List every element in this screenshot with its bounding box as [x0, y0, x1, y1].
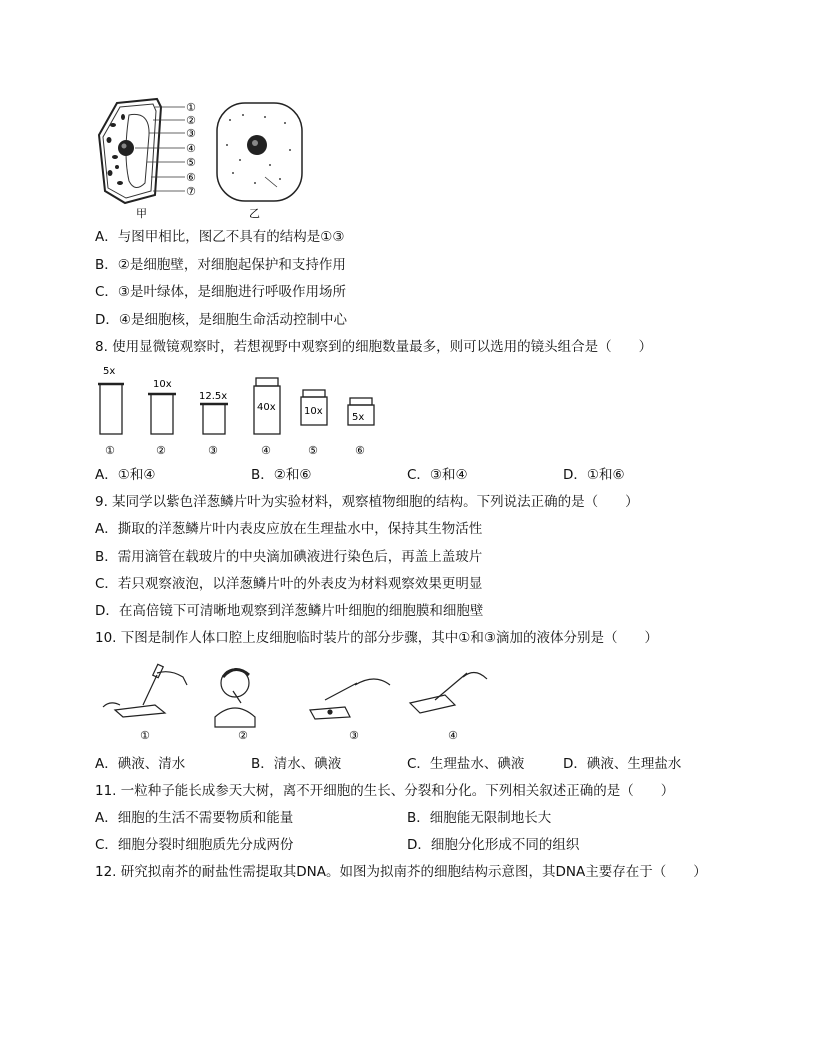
step-4-num: ④ [448, 729, 458, 742]
label-yi: 乙 [249, 207, 260, 220]
q8-option-a: A．①和④ [95, 467, 156, 483]
label-2: ② [186, 114, 196, 127]
label-1: ① [186, 101, 196, 114]
lens-5-num: ⑤ [308, 444, 318, 457]
step-2-num: ② [238, 729, 248, 742]
label-3: ③ [186, 127, 196, 140]
label-jia: 甲 [136, 207, 147, 220]
q11-option-a: A．细胞的生活不需要物质和能量 [95, 810, 294, 826]
lens-figure [95, 362, 385, 462]
q7-option-a: A．与图甲相比，图乙不具有的结构是①③ [95, 229, 345, 245]
q10-option-c: C．生理盐水、碘液 [407, 756, 525, 772]
q7-option-c: C．③是叶绿体，是细胞进行呼吸作用场所 [95, 284, 347, 300]
label-5: ⑤ [186, 156, 196, 169]
lens-3-mag: 12.5x [199, 391, 228, 402]
label-4: ④ [186, 142, 196, 155]
lens-4-num: ④ [261, 444, 271, 457]
lens-3-num: ③ [208, 444, 218, 457]
lens-2-num: ② [156, 444, 166, 457]
q11-option-b: B．细胞能无限制地长大 [407, 810, 552, 826]
q8-option-c: C．③和④ [407, 467, 468, 483]
q11-option-c: C．细胞分裂时细胞质先分成两份 [95, 837, 294, 853]
lens-1-mag: 5x [103, 366, 116, 377]
q11-option-d: D．细胞分化形成不同的组织 [407, 837, 580, 853]
lens-1-num: ① [105, 444, 115, 457]
q11-stem: 11. 一粒种子能长成参天大树，离不开细胞的生长、分裂和分化。下列相关叙述正确的是（ ） [95, 783, 675, 799]
label-7: ⑦ [186, 185, 196, 198]
q7-option-d: D．④是细胞核，是细胞生命活动控制中心 [95, 312, 347, 328]
q9-stem: 9. 某同学以紫色洋葱鳞片叶为实验材料，观察植物细胞的结构。下列说法正确的是（ ） [95, 494, 639, 510]
cell-structure-figure [95, 95, 315, 220]
q9-option-b: B．需用滴管在载玻片的中央滴加碘液进行染色后，再盖上盖玻片 [95, 549, 483, 565]
q9-option-c: C．若只观察液泡，以洋葱鳞片叶的外表皮为材料观察效果更明显 [95, 576, 483, 592]
lens-2-mag: 10x [153, 379, 172, 390]
mounting-steps-figure [95, 655, 495, 745]
q9-option-d: D．在高倍镜下可清晰地观察到洋葱鳞片叶细胞的细胞膜和细胞壁 [95, 603, 484, 619]
q10-option-b: B．清水、碘液 [251, 756, 342, 772]
q8-stem: 8. 使用显微镜观察时，若想视野中观察到的细胞数量最多，则可以选用的镜头组合是（ ） [95, 339, 653, 355]
label-6: ⑥ [186, 171, 196, 184]
q9-option-a: A．撕取的洋葱鳞片叶内表皮应放在生理盐水中，保持其生物活性 [95, 521, 483, 537]
q10-option-d: D．碘液、生理盐水 [563, 756, 682, 772]
q10-stem: 10. 下图是制作人体口腔上皮细胞临时装片的部分步骤，其中①和③滴加的液体分别是（ ） [95, 630, 658, 646]
lens-5-mag: 10x [304, 406, 323, 417]
plant-cell-nucleus [118, 140, 134, 156]
step-1-num: ① [140, 729, 150, 742]
q8-option-b: B．②和⑥ [251, 467, 312, 483]
q12-stem: 12. 研究拟南芥的耐盐性需提取其DNA。如图为拟南芥的细胞结构示意图，其DNA主要存在于（ ） [95, 864, 707, 880]
lens-4-mag: 40x [257, 402, 276, 413]
lens-6-mag: 5x [352, 412, 365, 423]
q8-option-d: D．①和⑥ [563, 467, 625, 483]
step-3-num: ③ [349, 729, 359, 742]
q10-option-a: A．碘液、清水 [95, 756, 186, 772]
q7-option-b: B．②是细胞壁，对细胞起保护和支持作用 [95, 257, 346, 273]
lens-6-num: ⑥ [355, 444, 365, 457]
